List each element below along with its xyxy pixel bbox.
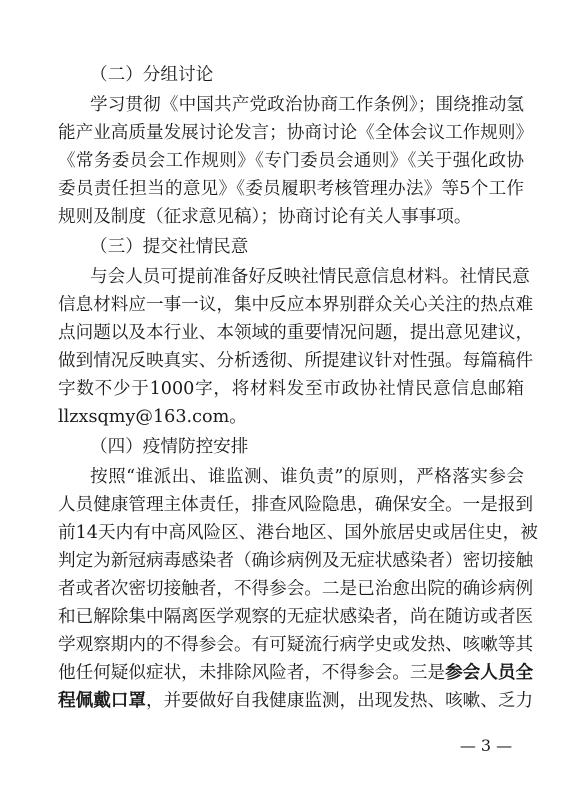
paragraph-line: 字数不少于1000字，将材料发至市政协社情民意信息邮箱 <box>58 379 524 399</box>
paragraph-line: 人员健康管理主体责任，排查风险隐患，确保安全。一是报到 <box>58 495 534 515</box>
section-heading-submit-opinions: （三）提交社情民意 <box>90 237 249 257</box>
paragraph-text: ，并要做好自我健康监测，出现发热、咳嗽、乏力 <box>145 691 534 711</box>
paragraph-line: 前14天内有中高风险区、港台地区、国外旅居史或居住史，被 <box>58 523 538 543</box>
paragraph-line: 做到情况反映真实、分析透彻、所提建议针对性强。每篇稿件 <box>58 351 534 371</box>
paragraph-line: 判定为新冠病毒感染者（确诊病例及无症状感染者）密切接触 <box>58 551 534 571</box>
paragraph-line: 《常务委员会工作规则》《专门委员会通则》《关于强化政协 <box>58 151 524 171</box>
paragraph-line: 学观察期内的不得参会。有可疑流行病学史或发热、咳嗽等其 <box>58 635 534 655</box>
emphasis-text: 程佩戴口罩 <box>58 690 146 711</box>
paragraph-line: 按照“谁派出、谁监测、谁负责”的原则，严格落实参会 <box>90 467 524 487</box>
paragraph-text: 他任何疑似症状，未排除风险者，不得参会。三是 <box>58 663 446 683</box>
paragraph-line: 和已解除集中隔离医学观察的无症状感染者，尚在随访或者医 <box>58 607 534 627</box>
paragraph-line: 者或者次密切接触者，不得参会。二是已治愈出院的确诊病例 <box>58 579 534 599</box>
paragraph-line: 规则及制度（征求意见稿）；协商讨论有关人事事项。 <box>58 207 472 227</box>
paragraph-line: 与会人员可提前准备好反映社情民意信息材料。社情民意 <box>90 267 530 287</box>
page-number: — 3 — <box>459 736 513 755</box>
section-heading-epidemic-control: （四）疫情防控安排 <box>90 437 249 457</box>
paragraph-line: 信息材料应一事一议，集中反应本界别群众关心关注的热点难 <box>58 295 534 315</box>
section-heading-group-discussion: （二）分组讨论 <box>90 65 214 85</box>
paragraph-line: 委员责任担当的意见》《委员履职考核管理办法》等5个工作 <box>58 179 524 199</box>
email-address-line: llzxsqmy@163.com。 <box>58 407 247 427</box>
paragraph-line: 学习贯彻《中国共产党政治协商工作条例》；围绕推动氢 <box>90 95 524 115</box>
paragraph-line-with-emphasis <box>58 662 534 684</box>
emphasis-text: 参会人员全 <box>445 662 534 683</box>
paragraph-line: 能产业高质量发展讨论发言；协商讨论《全体会议工作规则》 <box>58 123 534 143</box>
paragraph-line: 点问题以及本行业、本领域的重要情况问题，提出意见建议， <box>58 323 534 343</box>
paragraph-line-with-emphasis <box>58 690 534 712</box>
